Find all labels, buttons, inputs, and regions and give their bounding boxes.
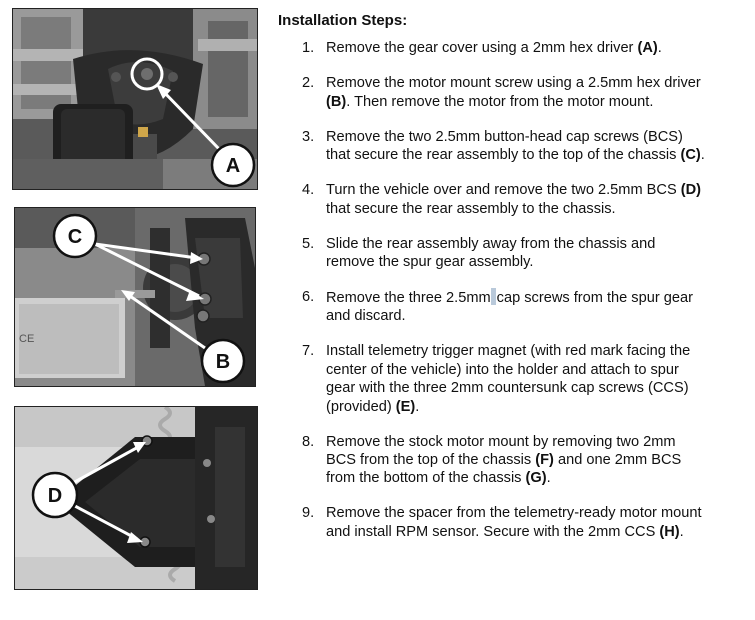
step-text-line <box>326 342 748 360</box>
step-text: Remove the two 2.5mm button-head cap screws (BCS) <box>326 128 683 145</box>
step-text-line <box>326 200 748 218</box>
step-text-line <box>326 181 748 199</box>
step-text: Remove the spacer from the telemetry-ready motor mount <box>326 505 702 522</box>
step-text: . <box>700 147 705 164</box>
step-text-line <box>326 146 748 164</box>
step-item <box>278 39 748 57</box>
callout-c-label: C <box>67 226 83 248</box>
step-text: Turn the vehicle over and remove the two 2.5mm BCS <box>326 182 681 199</box>
step-item <box>278 128 748 165</box>
step-number: 2. <box>302 75 315 92</box>
step-number: 5. <box>302 235 315 252</box>
step-text: center of the vehicle) into the holder and attach to spur <box>326 361 679 378</box>
step-text: gear with the three 2mm countersunk cap screws (CCS) <box>326 380 689 397</box>
step-text: (provided) <box>326 398 396 415</box>
step-text: Remove the three 2.5mm <box>326 290 491 307</box>
photo-chassis-underside <box>14 406 258 590</box>
step-text: and install RPM sensor. Secure with the 2mm CCS <box>326 523 660 540</box>
photo-rear-assembly <box>14 207 256 387</box>
step-text: Remove the stock motor mount by removing two 2mm <box>326 433 676 450</box>
step-number: 1. <box>302 40 315 57</box>
step-text: Install telemetry trigger magnet (with red mark facing the <box>326 343 691 360</box>
step-text: remove the spur gear assembly. <box>326 254 534 271</box>
step-callout-ref: (E) <box>395 398 416 415</box>
step-callout-ref: (D) <box>680 182 701 199</box>
step-text: and discard. <box>326 308 406 325</box>
step-text-line <box>326 398 748 416</box>
step-text: Remove the motor mount screw using a 2.5mm hex driver <box>326 75 701 92</box>
step-number: 7. <box>302 343 315 360</box>
photo-gear-cover <box>12 8 258 190</box>
step-text: cap screws from the spur gear <box>496 290 693 307</box>
step-text: BCS from the top of the chassis <box>326 452 536 469</box>
photo-chassis-underside-illustration <box>15 407 257 589</box>
step-callout-ref: (G) <box>525 470 547 487</box>
step-item <box>278 288 748 326</box>
steps-heading: Installation Steps: <box>278 12 408 29</box>
photo-gear-cover-illustration <box>13 9 257 189</box>
step-item <box>278 235 748 272</box>
step-text: from the bottom of the chassis <box>326 470 526 487</box>
step-item <box>278 504 748 541</box>
step-number: 6. <box>302 289 315 306</box>
step-item <box>278 181 748 218</box>
step-callout-ref: (H) <box>659 523 680 540</box>
callout-b-label: B <box>215 351 231 373</box>
step-text-line <box>326 469 748 487</box>
text-cursor-marker <box>491 288 496 305</box>
step-item <box>278 433 748 488</box>
step-text: Slide the rear assembly away from the chassis and <box>326 235 656 252</box>
step-text-line <box>326 128 748 146</box>
step-text-line <box>326 433 748 451</box>
step-text: Remove the gear cover using a 2mm hex driver <box>326 40 638 57</box>
step-text-line <box>326 288 748 307</box>
step-text: . <box>679 523 684 540</box>
step-text: . Then remove the motor from the motor mount. <box>346 93 654 110</box>
step-text: and one 2mm BCS <box>553 452 682 469</box>
step-callout-ref: (A) <box>637 40 658 57</box>
photo-rear-assembly-illustration <box>15 208 255 386</box>
step-number: 8. <box>302 433 315 450</box>
step-text-line <box>326 361 748 379</box>
step-text-line <box>326 379 748 397</box>
step-item <box>278 74 748 111</box>
callout-a-label: A <box>225 155 241 177</box>
step-text: . <box>546 470 551 487</box>
step-text-line <box>326 523 748 541</box>
steps-list <box>278 39 748 541</box>
step-text-line <box>326 93 748 111</box>
step-text-line <box>326 39 748 57</box>
step-number: 3. <box>302 128 315 145</box>
callout-d-label: D <box>47 485 63 507</box>
step-callout-ref: (C) <box>680 147 701 164</box>
step-callout-ref: (F) <box>535 452 554 469</box>
step-text-line <box>326 504 748 522</box>
step-text: . <box>657 40 662 57</box>
step-number: 4. <box>302 182 315 199</box>
step-text-line <box>326 74 748 92</box>
installation-steps <box>278 12 748 558</box>
step-text-line <box>326 235 748 253</box>
ce-mark-text: CE <box>19 333 35 345</box>
step-text-line <box>326 253 748 271</box>
step-text: . <box>415 398 420 415</box>
step-item <box>278 342 748 416</box>
step-text-line <box>326 451 748 469</box>
step-text: that secure the rear assembly to the chassis. <box>326 200 616 217</box>
step-text-line <box>326 307 748 325</box>
step-text: that secure the rear assembly to the top of the chassis <box>326 147 681 164</box>
step-number: 9. <box>302 505 315 522</box>
step-callout-ref: (B) <box>326 93 347 110</box>
